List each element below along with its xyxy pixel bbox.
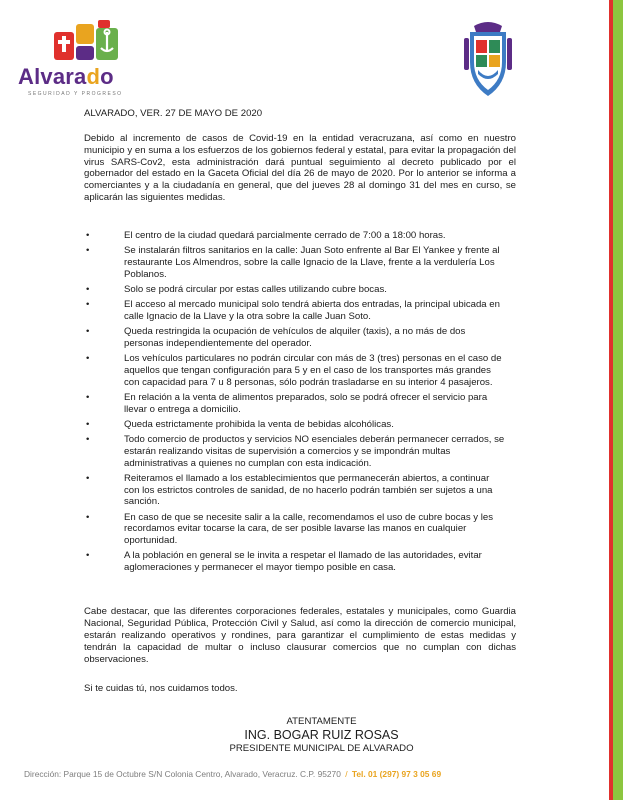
intro-paragraph: Debido al incremento de casos de Covid-19 en la entidad veracruzana, así como en nuestro municipio y en suma a los esfuerzos de los gobiernos federal y estatal, para evitar la propagación del virus SARS-Cov2, esta administración dará puntual seguimiento al decreto publicado por el gobernador del estado en la Gaceta Oficial del día 26 de mayo de 2020. Por lo anterior se informa a comerciantes y a la ciudadanía en general, que del jueves 28 al domingo 31 del mes en curso, se aplicarán las siguientes medidas. bbox=[84, 133, 516, 203]
measure-item bbox=[86, 230, 506, 242]
measure-item bbox=[86, 434, 506, 469]
bullet-icon: • bbox=[86, 230, 90, 241]
measure-item bbox=[86, 245, 506, 280]
signature-attention: ATENTAMENTE bbox=[286, 716, 357, 727]
bullet-icon: • bbox=[86, 511, 90, 523]
municipal-seal-icon bbox=[458, 18, 518, 100]
bullet-icon: • bbox=[86, 299, 90, 311]
measure-item bbox=[86, 284, 506, 296]
measure-item bbox=[86, 550, 506, 574]
measure-item bbox=[86, 392, 506, 416]
measure-item bbox=[86, 326, 506, 350]
measure-item bbox=[86, 512, 506, 547]
closing-paragraph: Cabe destacar, que las diferentes corporaciones federales, estatales y municipales, como Guardia Nacional, Seguridad Pública, Protección Civil y Salud, así como la dirección de comercio municipal, estarán realizando operativos y rondines, para garantizar el cumplimiento de estas medidas y tendrán la capacidad de multar o incluso clausurar comercios que no cumplan con dichas observaciones. bbox=[84, 606, 516, 665]
measure-text: Solo se podrá circular por estas calles utilizando cubre bocas. bbox=[124, 283, 387, 295]
measure-text: El centro de la ciudad quedará parcialmente cerrado de 7:00 a 18:00 horas. bbox=[124, 230, 446, 241]
document-date: ALVARADO, VER. 27 DE MAYO DE 2020 bbox=[84, 108, 263, 119]
measures-list bbox=[86, 230, 506, 577]
measure-item bbox=[86, 473, 506, 508]
measure-text: Se instalarán filtros sanitarios en la calle: Juan Soto enfrente al Bar El Yankee y frente al restaurante Los Almendros, sobre la calle Ignacio de la Llave, frente a la verdulería Los Poblanos. bbox=[124, 245, 500, 280]
footer-phone: Tel. 01 (297) 97 3 05 69 bbox=[351, 769, 442, 779]
measure-text: El acceso al mercado municipal solo tendrá abierta dos entradas, la principal ubicada en calle Ignacio de la Llave y la otra sobre la calle Juan Soto. bbox=[124, 299, 500, 322]
footer-address: Dirección: Parque 15 de Octubre S/N Colonia Centro, Alvarado, Veracruz. C.P. 95270 bbox=[24, 769, 341, 779]
measure-text: Queda restringida la ocupación de vehículos de alquiler (taxis), a no más de dos personas independientemente del operador. bbox=[124, 326, 466, 349]
alvarado-logo bbox=[18, 18, 128, 98]
measure-item bbox=[86, 299, 506, 323]
logo-symbols-icon bbox=[52, 18, 122, 62]
measure-text: Reiteramos el llamado a los establecimientos que permanecerán abiertos, a continuar con los estrictos controles de sanidad, de no hacerlo podrán también ser sujetos a una sanción. bbox=[124, 472, 493, 508]
bullet-icon: • bbox=[86, 283, 90, 295]
ribbon-green-stripe bbox=[613, 0, 623, 800]
measure-text: A la población en general se le invita a respetar el llamado de las autoridades, evitar aglomeraciones y permanecer el mayor tiempo posible en casa. bbox=[124, 550, 482, 574]
measure-item bbox=[86, 419, 506, 431]
measure-text: En relación a la venta de alimentos preparados, solo se podrá ofrecer el servicio para llevar o entrega a domicilio. bbox=[124, 391, 488, 415]
logo-tagline: SEGURIDAD Y PROGRESO bbox=[28, 91, 123, 97]
bullet-icon: • bbox=[86, 326, 90, 338]
bullet-icon: • bbox=[86, 472, 90, 484]
measure-text: Los vehículos particulares no podrán circular con más de 3 (tres) personas en el caso de aquellos que tengan configuración para 5 y en el caso de los transportes más grandes con capacidad para 7 u 8 personas, sólo podrán trasladarse en su interior 4 pasajeros. bbox=[124, 353, 502, 388]
signature-title: PRESIDENTE MUNICIPAL DE ALVARADO bbox=[229, 743, 414, 754]
logo-text-accent: d bbox=[86, 64, 101, 89]
bullet-icon: • bbox=[86, 434, 90, 446]
bullet-icon: • bbox=[86, 418, 90, 430]
measure-text: En caso de que se necesite salir a la calle, recomendamos el uso de cubre bocas y les recordamos evitar tocarse la cara, de ser posible lavarse las manos en cualquier oportunidad. bbox=[124, 511, 494, 547]
motto: Si te cuidas tú, nos cuidamos todos. bbox=[84, 683, 238, 694]
logo-text-start: Alvara bbox=[18, 64, 87, 89]
footer-separator: / bbox=[345, 769, 348, 779]
bullet-icon: • bbox=[86, 353, 90, 365]
bullet-icon: • bbox=[86, 245, 90, 257]
logo-text-end: o bbox=[100, 64, 114, 89]
footer bbox=[24, 769, 441, 779]
logo-wordmark bbox=[18, 64, 114, 90]
bullet-icon: • bbox=[86, 391, 90, 403]
measure-text: Todo comercio de productos y servicios NO esenciales deberán permanecer cerrados, se estarán realizando visitas de supervisión a comercios y se impondrán multas administrativas a quienes no cumplan con esta indicación. bbox=[124, 434, 505, 469]
bullet-icon: • bbox=[86, 550, 90, 562]
signature-name: ING. BOGAR RUIZ ROSAS bbox=[244, 728, 399, 742]
measure-text: Queda estrictamente prohibida la venta de bebidas alcohólicas. bbox=[124, 418, 394, 430]
measure-item bbox=[86, 353, 506, 388]
decorative-ribbon bbox=[609, 0, 623, 800]
